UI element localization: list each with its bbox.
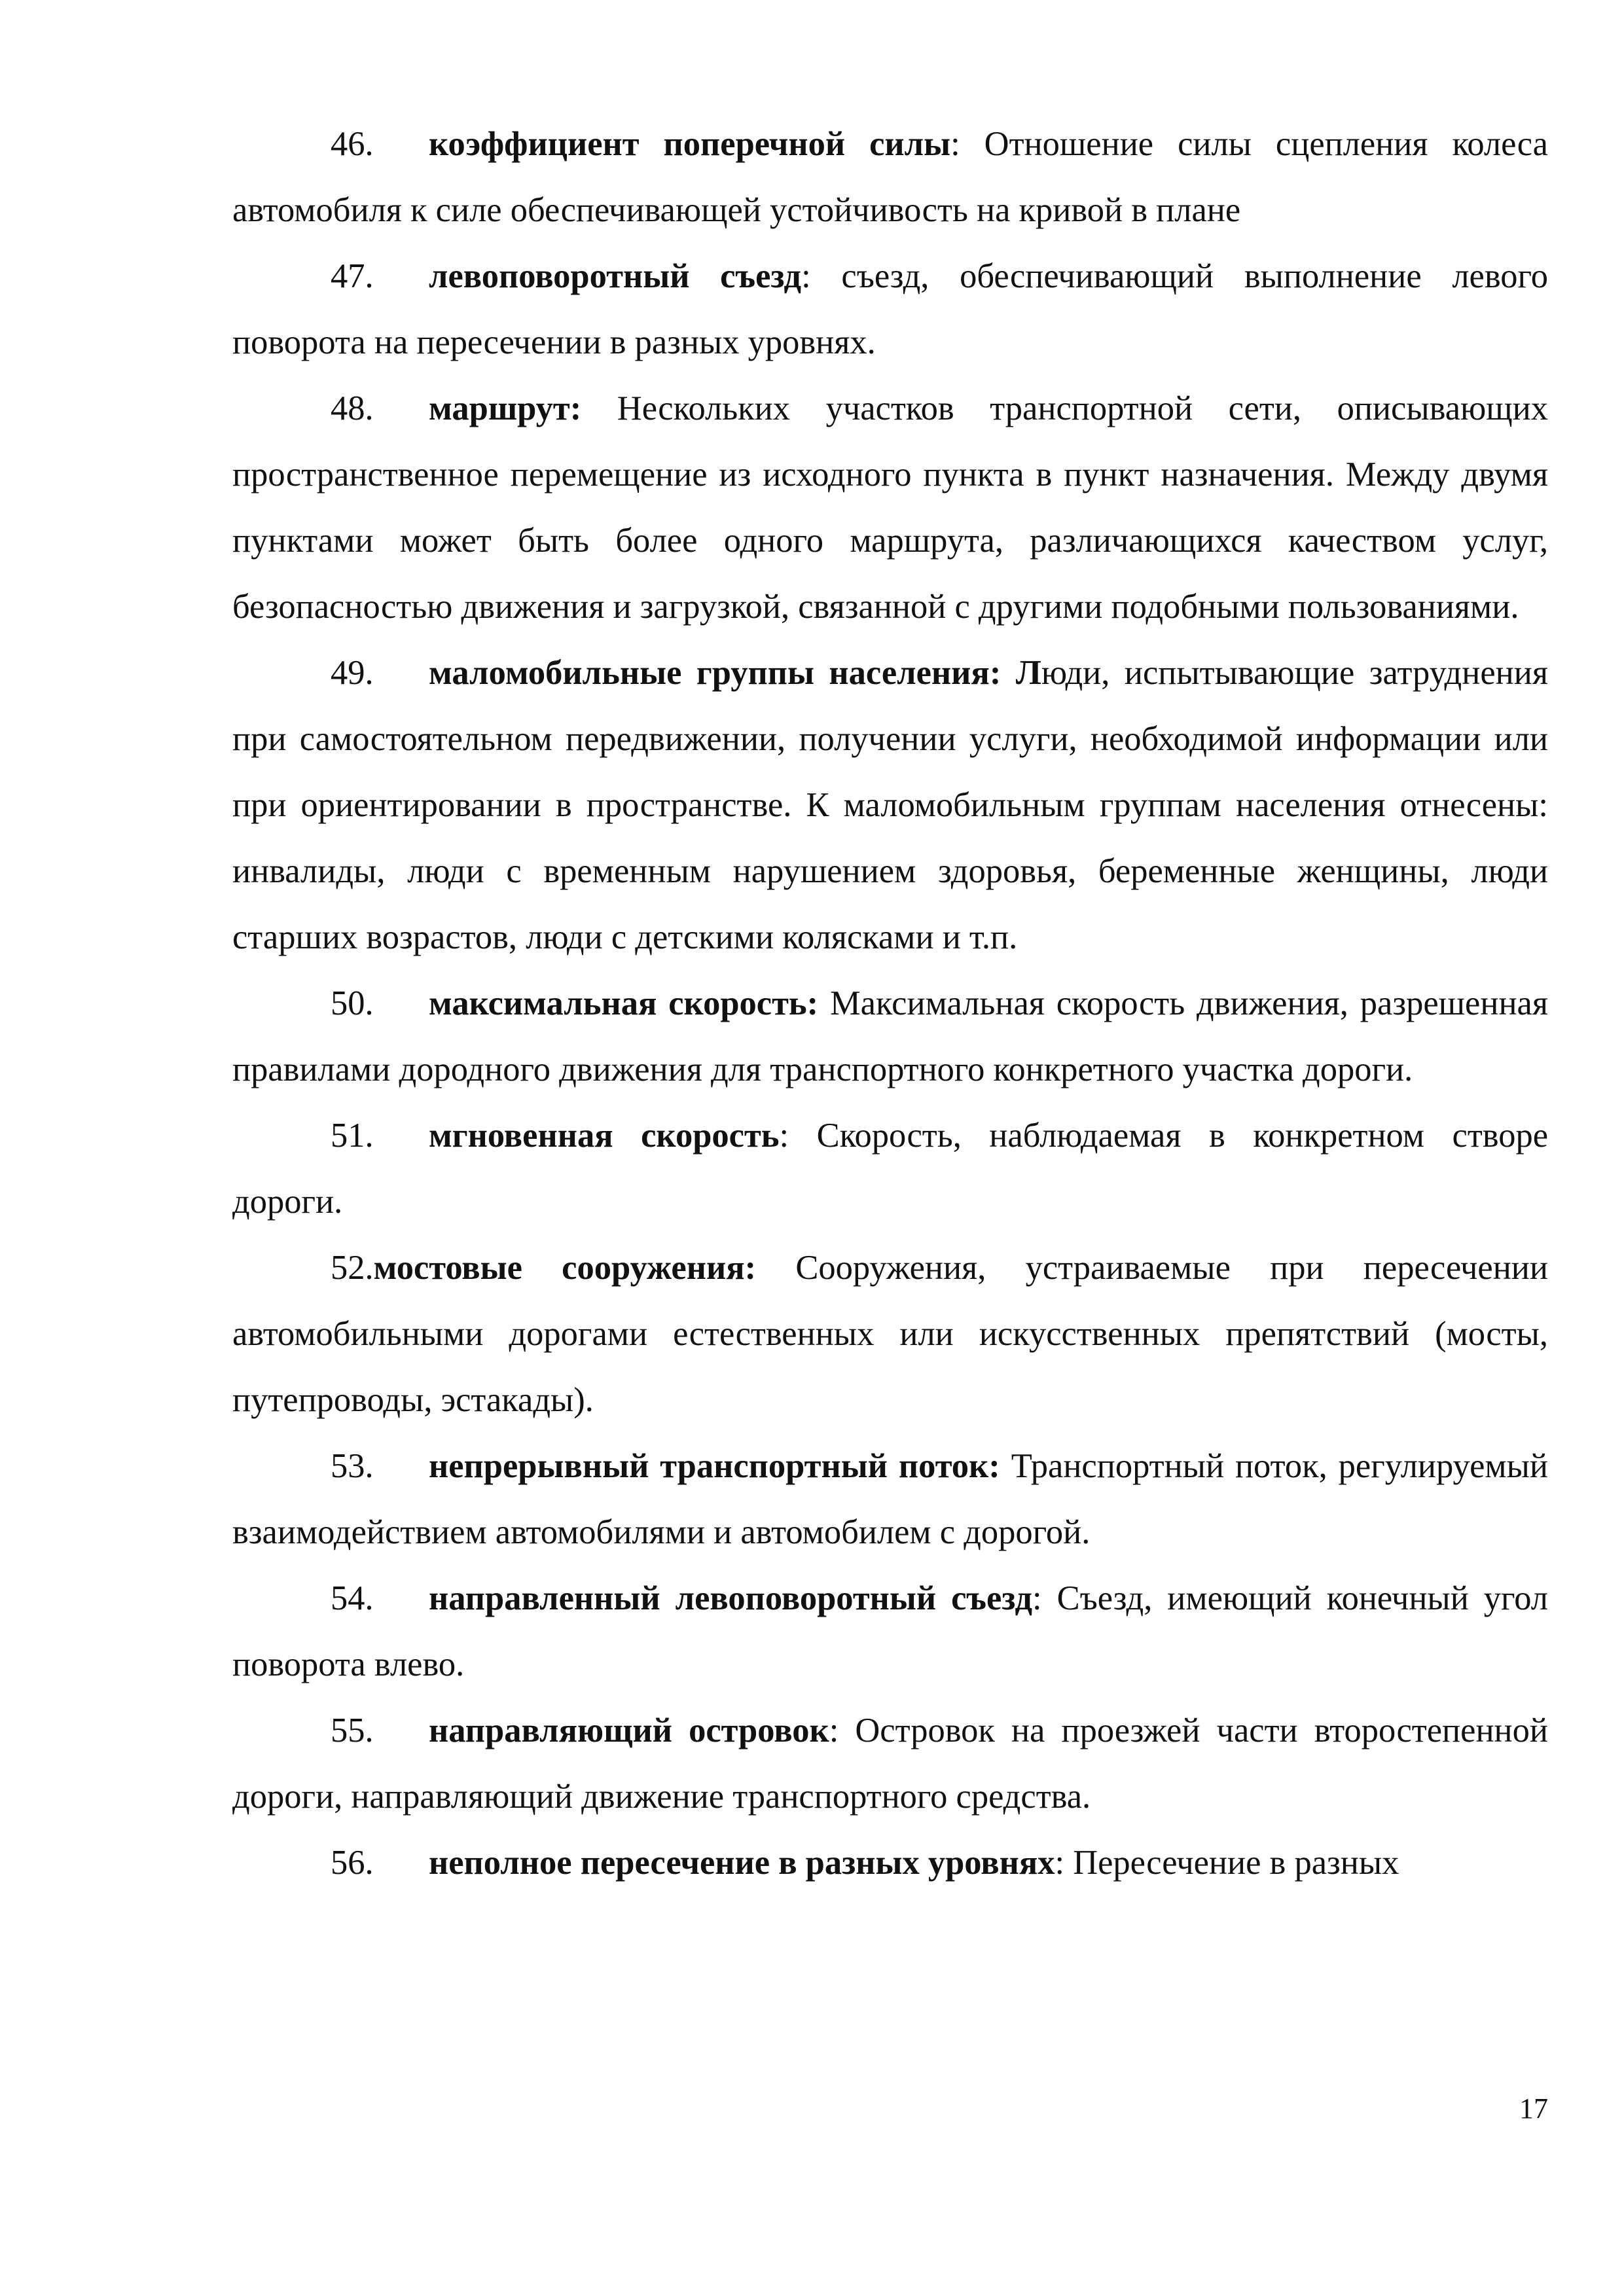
entry-definition: Скорость, наблюдаемая в конкретном створе дороги. xyxy=(232,1117,1548,1221)
entry-number: 52. xyxy=(331,1249,374,1287)
entry-term: коэффициент поперечной силы xyxy=(429,125,951,163)
entry-definition: Максимальная скорость движения, разрешенная правилами дородного движения для транспортного конкретного участка дороги. xyxy=(232,984,1549,1088)
entry-number: 51. xyxy=(331,1117,374,1155)
entry-definition: Сооружения, устраиваемые при пересечении автомобильными дорогами естественных или искусственных препятствий (мосты, путепроводы, эстакады). xyxy=(232,1249,1548,1419)
entry-definition: юди, испытывающие затруднения при самостоятельном передвижении, получении услуги, необходимой информации или при ориентировании в пространстве. К маломобильным группам населения отнесены: инвалиды, люди с временным нарушением здоровья, беременные женщины, люди старших возрастов, люди с детскими колясками и т.п. xyxy=(232,654,1548,956)
glossary-entry-49 xyxy=(232,640,1548,971)
glossary-entry-51 xyxy=(232,1103,1548,1235)
entry-term: неполное пересечение в разных уровнях xyxy=(429,1844,1055,1882)
entry-number: 46. xyxy=(331,125,374,163)
glossary-entry-48 xyxy=(232,376,1548,640)
entry-definition: Пересечение в разных xyxy=(1064,1844,1399,1882)
entry-term: направленный левоповоротный съезд xyxy=(429,1579,1033,1617)
entry-separator: : xyxy=(779,1117,789,1155)
entry-separator: : xyxy=(1032,1579,1042,1617)
entry-separator: : xyxy=(801,257,811,295)
entry-term: маршрут: xyxy=(429,389,582,427)
entry-separator: : xyxy=(829,1712,839,1749)
glossary-entry-52 xyxy=(232,1235,1548,1433)
entry-term: направляющий островок xyxy=(429,1712,829,1749)
entry-definition: Транспортный поток, регулируемый взаимодействием автомобилями и автомобилем с дорогой. xyxy=(232,1447,1548,1551)
entry-number: 53. xyxy=(331,1447,374,1485)
entry-number: 48. xyxy=(331,389,374,427)
entry-separator: : xyxy=(1055,1844,1065,1882)
glossary-entry-53 xyxy=(232,1433,1548,1566)
entry-number: 47. xyxy=(331,257,374,295)
entry-number: 56. xyxy=(331,1844,374,1882)
entry-term: максимальная скорость: xyxy=(429,984,819,1022)
glossary-entry-46 xyxy=(232,111,1548,243)
entry-separator: : xyxy=(950,125,960,163)
glossary-entry-54 xyxy=(232,1566,1548,1698)
entry-term: непрерывный транспортный поток: xyxy=(429,1447,1000,1485)
entry-term: мгновенная скорость xyxy=(429,1117,780,1155)
entry-definition: Отношение силы сцепления колеса автомобиля к силе обеспечивающей устойчивость на кривой в плане xyxy=(232,125,1548,229)
entry-number: 49. xyxy=(331,654,374,692)
entry-definition: Съезд, имеющий конечный угол поворота влево. xyxy=(232,1579,1549,1683)
entry-number: 50. xyxy=(331,984,374,1022)
glossary-entry-55 xyxy=(232,1698,1548,1830)
entry-term: мостовые сооружения: xyxy=(373,1249,757,1287)
glossary-entry-56 xyxy=(232,1830,1548,1896)
entry-definition: Нескольких участков транспортной сети, описывающих пространственное перемещение из исходного пункта в пункт назначения. Между двумя пунктами может быть более одного маршрута, различающихся качеством услуг, безопасностью движения и загрузкой, связанной с другими подобными пользованиями. xyxy=(232,389,1548,626)
entry-term: левоповоротный съезд xyxy=(429,257,802,295)
entry-number: 54. xyxy=(331,1579,374,1617)
entry-definition: съезд, обеспечивающий выполнение левого поворота на пересечении в разных уровнях. xyxy=(232,257,1548,361)
page-number: 17 xyxy=(1519,2092,1548,2125)
entry-definition: Островок на проезжей части второстепенной дороги, направляющий движение транспортного средства. xyxy=(232,1712,1548,1816)
glossary-entry-47 xyxy=(232,243,1548,376)
glossary-entry-50 xyxy=(232,971,1548,1103)
entry-term: маломобильные группы населения: Л xyxy=(429,654,1041,692)
entry-number: 55. xyxy=(331,1712,374,1749)
document-page xyxy=(232,111,1548,1896)
